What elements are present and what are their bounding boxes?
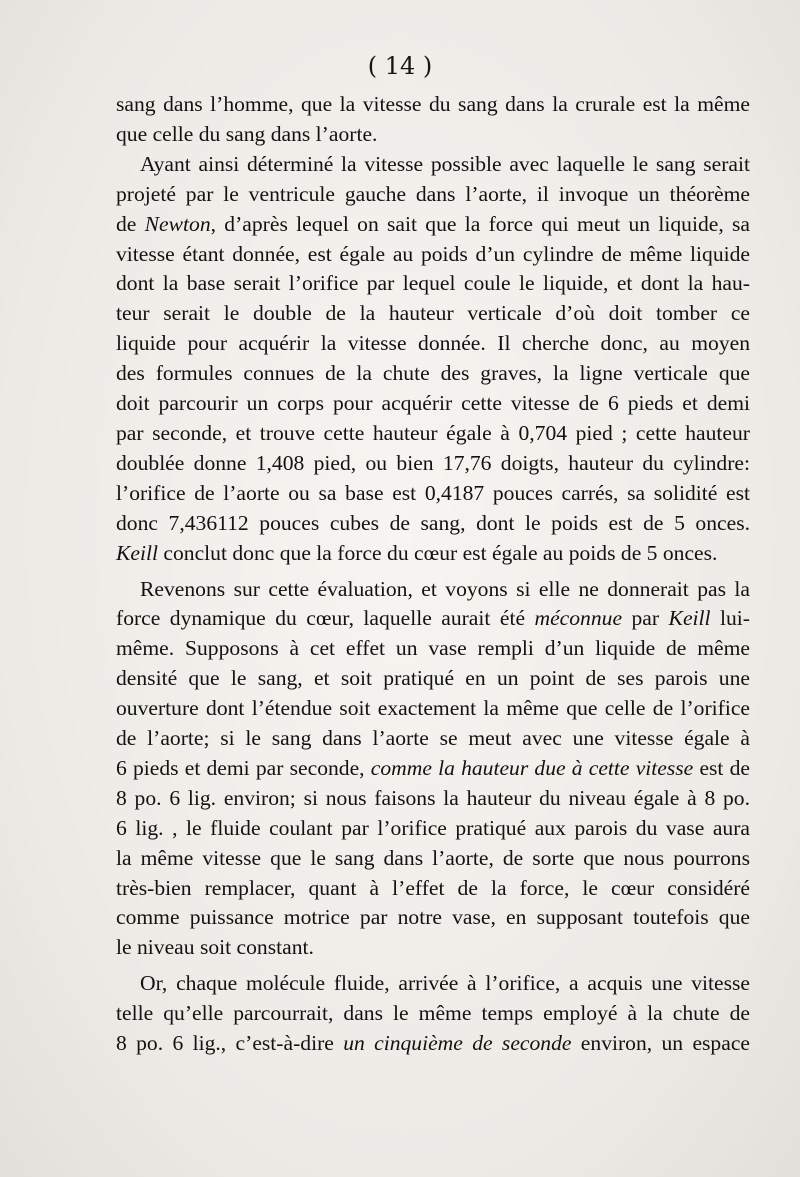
text-segment: de l’aorte; si le sang dans l’aorte se meut avec une vitesse égale à	[116, 726, 750, 751]
text-segment: 8 po. 6 lig., c’est-à-dire	[116, 1031, 344, 1056]
text-line	[116, 694, 750, 724]
text-line	[116, 575, 750, 605]
text-segment: densité que le sang, et soit pratiqué en un point de ses parois une	[116, 666, 750, 691]
text-line	[116, 844, 750, 874]
text-line	[116, 449, 750, 479]
italic-text: méconnue	[534, 606, 623, 631]
text-segment: ouverture dont l’étendue soit exactement la même que celle de l’orifice	[116, 696, 750, 721]
text-segment: comme puissance motrice par notre vase, en supposant toutefois que	[116, 905, 750, 930]
text-line	[116, 150, 750, 180]
text-line	[116, 329, 750, 359]
text-line	[116, 874, 750, 904]
text-segment: , d’après lequel on sait que la force qui meut un liquide, sa	[210, 211, 750, 236]
text-line	[116, 933, 750, 963]
text-segment: Revenons sur cette évaluation, et voyons si elle ne donnerait pas la	[140, 576, 750, 601]
text-segment: sang dans l’homme, que la vitesse du sang dans la crurale est la même	[116, 92, 750, 116]
text-segment: 8 po. 6 lig. environ; si nous faisons la hauteur du niveau égale à 8 po.	[116, 785, 750, 810]
text-line	[116, 724, 750, 754]
text-line	[116, 999, 750, 1029]
text-line	[116, 784, 750, 814]
text-line	[116, 359, 750, 389]
text-segment: doublée donne 1,408 pied, ou bien 17,76 doigts, hauteur du cylindre:	[116, 450, 750, 475]
text-line	[116, 419, 750, 449]
text-segment: 6 lig. , le fluide coulant par l’orifice pratiqué aux parois du vase aura	[116, 815, 750, 840]
italic-text: comme la hauteur due à cette vitesse	[370, 755, 694, 780]
text-segment: Or, chaque molécule fluide, arrivée à l’orifice, a acquis une vitesse	[140, 971, 750, 996]
text-segment: que celle du sang dans l’aorte.	[116, 121, 378, 146]
body-text	[116, 90, 750, 1059]
text-segment: même. Supposons à cet effet un vase rempli d’un liquide de même	[116, 636, 750, 661]
text-segment: vitesse étant donnée, est égale au poids d’un cylindre de même liquide	[116, 241, 750, 266]
text-line	[116, 299, 750, 329]
text-segment: 6 pieds et demi par seconde,	[116, 755, 371, 780]
page-number: ( 14 )	[367, 52, 433, 80]
text-line	[116, 240, 750, 270]
text-segment: projeté par le ventricule gauche dans l’aorte, il invoque un théorème	[116, 181, 750, 206]
text-segment: conclut donc que la force du cœur est égale au poids de 5 onces.	[158, 540, 718, 565]
text-line	[116, 269, 750, 299]
text-line	[116, 604, 750, 634]
text-segment: des formules connues de la chute des graves, la ligne verticale que	[116, 361, 750, 386]
text-segment: l’orifice de l’aorte ou sa base est 0,4187 pouces carrés, sa solidité est	[116, 480, 750, 505]
text-line	[116, 903, 750, 933]
text-segment: Ayant ainsi déterminé la vitesse possible avec laquelle le sang serait	[140, 151, 750, 176]
italic-text: Newton	[144, 211, 211, 236]
text-segment: lui-	[710, 606, 750, 631]
text-line	[116, 664, 750, 694]
text-segment: par seconde, et trouve cette hauteur égale à 0,704 pied ; cette hauteur	[116, 420, 750, 445]
text-segment: teur serait le double de la hauteur verticale d’où doit tomber ce	[116, 301, 750, 326]
text-segment: dont la base serait l’orifice par lequel coule le liquide, et dont la hau-	[116, 271, 750, 296]
text-segment: est de	[693, 755, 750, 780]
text-line	[116, 509, 750, 539]
text-segment: le niveau soit constant.	[116, 935, 314, 960]
text-line	[116, 90, 750, 120]
text-line	[116, 754, 750, 784]
text-line	[116, 814, 750, 844]
text-segment: de	[116, 211, 145, 236]
text-segment: telle qu’elle parcourrait, dans le même temps employé à la chute de	[116, 1001, 750, 1026]
italic-text: un cinquième de seconde	[343, 1031, 572, 1056]
text-line	[116, 1029, 750, 1059]
text-segment: doit parcourir un corps pour acquérir cette vitesse de 6 pieds et demi	[116, 391, 750, 416]
text-line	[116, 969, 750, 999]
text-segment: par	[622, 606, 669, 631]
text-segment: liquide pour acquérir la vitesse donnée. Il cherche donc, au moyen	[116, 331, 750, 356]
text-line	[116, 180, 750, 210]
text-segment: donc 7,436112 pouces cubes de sang, dont le poids est de 5 onces.	[116, 510, 750, 535]
text-line	[116, 389, 750, 419]
text-line	[116, 120, 750, 150]
text-segment: très-bien remplacer, quant à l’effet de la force, le cœur considéré	[116, 875, 750, 900]
italic-text: Keill	[668, 606, 711, 631]
italic-text: Keill	[116, 540, 158, 565]
text-segment: la même vitesse que le sang dans l’aorte, de sorte que nous pourrons	[116, 845, 750, 870]
text-line	[116, 634, 750, 664]
text-segment: environ, un espace	[571, 1031, 750, 1056]
text-line	[116, 479, 750, 509]
text-line	[116, 210, 750, 240]
text-line	[116, 539, 750, 569]
text-segment: force dynamique du cœur, laquelle aurait été	[116, 606, 535, 631]
